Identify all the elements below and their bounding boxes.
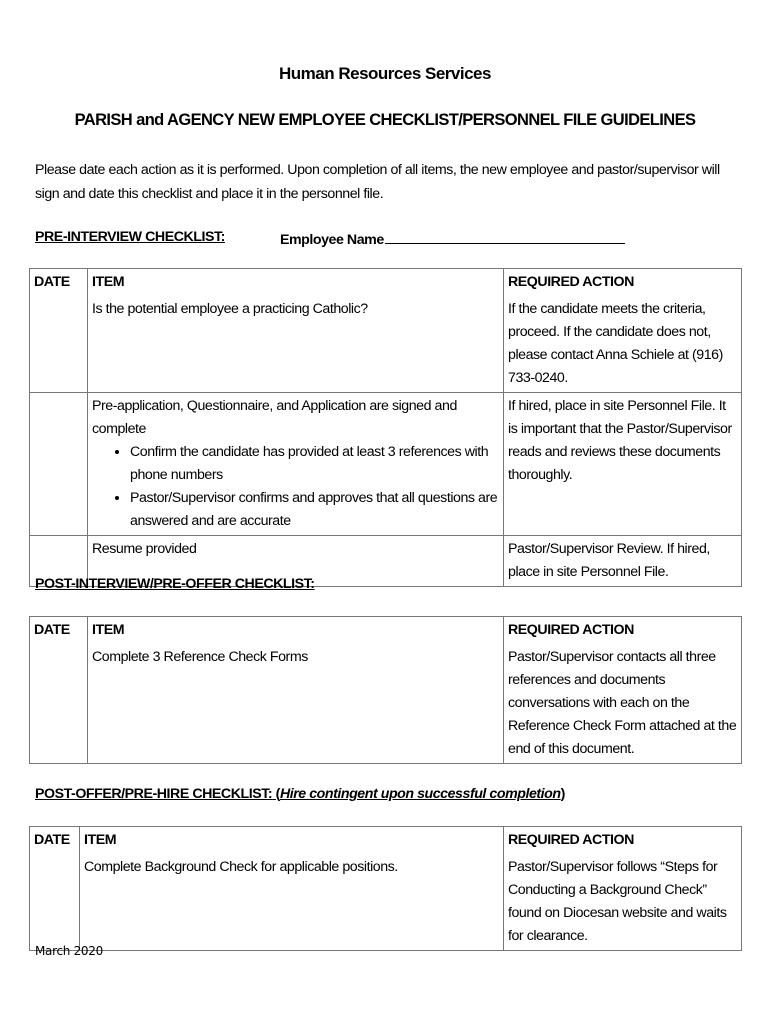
item-cell: Resume provided bbox=[88, 536, 504, 587]
list-item: • Confirm the candidate has provided at least 3 references with phone numbers bbox=[130, 441, 499, 487]
post-offer-title bbox=[35, 786, 565, 802]
pre-interview-title: PRE-INTERVIEW CHECKLIST: bbox=[35, 229, 225, 245]
item-header: ITEM bbox=[88, 269, 504, 297]
footer-date: March 2020 bbox=[35, 944, 103, 958]
action-cell: If the candidate meets the criteria, proceed. If the candidate does not, please contact Anna Schiele at (916) 733-0240. bbox=[504, 296, 742, 393]
post-offer-paren-close: ) bbox=[560, 786, 565, 802]
date-header: DATE bbox=[30, 617, 88, 645]
item-header: ITEM bbox=[80, 827, 504, 855]
item-text: Pre-application, Questionnaire, and Application are signed and complete bbox=[92, 398, 457, 437]
post-interview-table bbox=[29, 616, 742, 764]
table-row bbox=[30, 854, 742, 951]
table-header-row bbox=[30, 269, 742, 297]
date-header: DATE bbox=[30, 827, 80, 855]
post-offer-title-text: POST-OFFER/PRE-HIRE CHECKLIST: bbox=[35, 786, 273, 802]
employee-name-line[interactable] bbox=[385, 229, 625, 244]
date-cell[interactable] bbox=[30, 644, 88, 764]
post-offer-table bbox=[29, 826, 742, 951]
table-header-row bbox=[30, 617, 742, 645]
table-row bbox=[30, 296, 742, 393]
employee-name-label: Employee Name bbox=[280, 232, 384, 248]
date-cell[interactable] bbox=[30, 854, 80, 951]
item-cell: Complete Background Check for applicable positions. bbox=[80, 854, 504, 951]
post-offer-note: Hire contingent upon successful completion bbox=[279, 786, 561, 802]
post-interview-title: POST-INTERVIEW/PRE-OFFER CHECKLIST: bbox=[35, 576, 315, 592]
pre-interview-table bbox=[29, 268, 742, 587]
employee-name-field bbox=[280, 229, 625, 248]
item-cell bbox=[88, 393, 504, 536]
date-cell[interactable] bbox=[30, 296, 88, 393]
item-header: ITEM bbox=[88, 617, 504, 645]
item-cell: Complete 3 Reference Check Forms bbox=[88, 644, 504, 764]
table-row bbox=[30, 644, 742, 764]
list-item: • Pastor/Supervisor confirms and approves that all questions are answered and are accurate bbox=[130, 487, 499, 533]
action-cell: Pastor/Supervisor contacts all three references and documents conversations with each on the Reference Check Form attached at the end of this document. bbox=[504, 644, 742, 764]
action-cell: Pastor/Supervisor follows “Steps for Conducting a Background Check” found on Diocesan website and waits for clearance. bbox=[504, 854, 742, 951]
action-header: REQUIRED ACTION bbox=[504, 827, 742, 855]
table-row bbox=[30, 393, 742, 536]
intro-paragraph: Please date each action as it is performed. Upon completion of all items, the new employee and pastor/supervisor will sign and date this checklist and place it in the personnel file. bbox=[35, 162, 720, 202]
table-header-row bbox=[30, 827, 742, 855]
post-offer-paren-open: ( bbox=[272, 786, 280, 802]
document-title: PARISH and AGENCY NEW EMPLOYEE CHECKLIST/PERSONNEL FILE GUIDELINES bbox=[74, 111, 696, 129]
date-cell[interactable] bbox=[30, 393, 88, 536]
date-header: DATE bbox=[30, 269, 88, 297]
action-cell: If hired, place in site Personnel File. It is important that the Pastor/Supervisor reads and reviews these documents thoroughly. bbox=[504, 393, 742, 536]
item-cell: Is the potential employee a practicing Catholic? bbox=[88, 296, 504, 393]
action-cell: Pastor/Supervisor Review. If hired, place in site Personnel File. bbox=[504, 536, 742, 587]
action-header: REQUIRED ACTION bbox=[504, 269, 742, 297]
item-bullets bbox=[92, 441, 499, 533]
org-heading: Human Resources Services bbox=[279, 64, 491, 83]
action-header: REQUIRED ACTION bbox=[504, 617, 742, 645]
